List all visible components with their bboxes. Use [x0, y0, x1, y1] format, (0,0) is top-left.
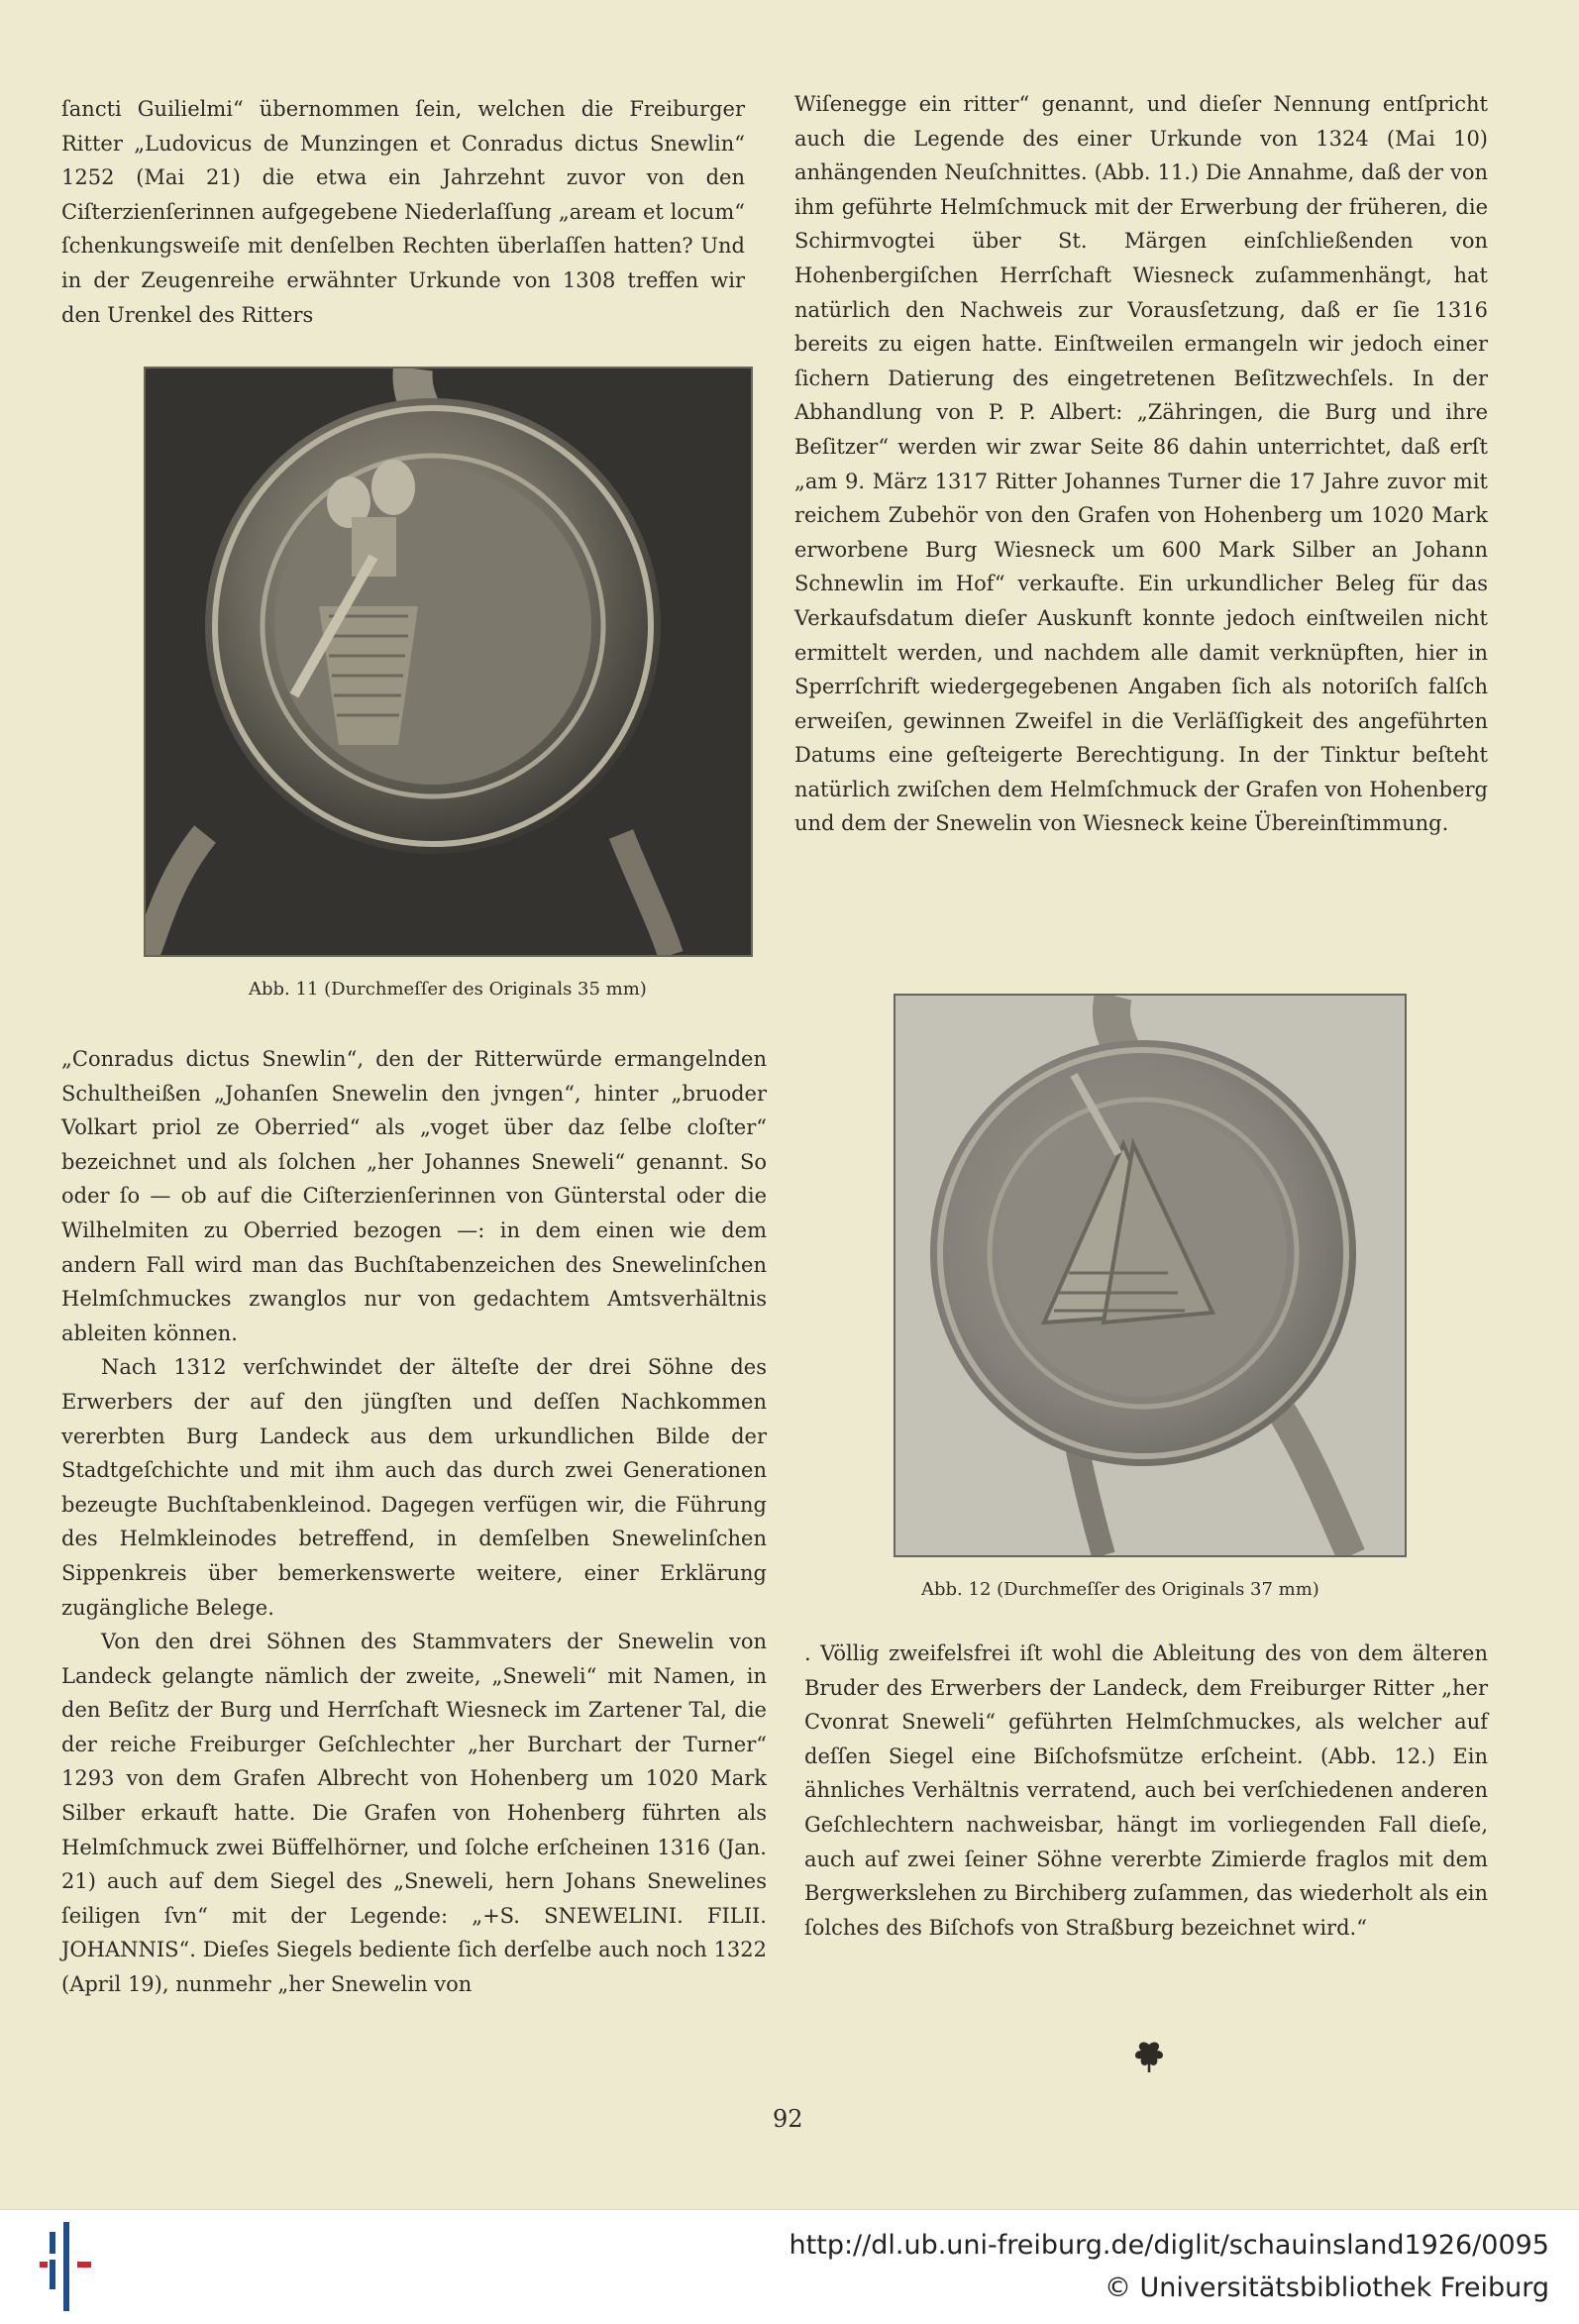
paragraph: ſancti Guilielmi“ übernommen ſein, welchen die Freiburger Ritter „Ludovicus de Munzingen et Conradus dictus Snewlin“ 1252 (Mai 21) die etwa ein Jahrzehnt zuvor von den Ciſterzienſerinnen aufgegebene Niederlaſſung „aream et locum“ ſchenkungsweiſe mit denſelben Rechten überlaſſen hatten? Und in der Zeugenreihe erwähnter Urkunde von 1308 treffen wir den Urenkel des Ritters — [61, 97, 745, 327]
viewer-footer — [0, 2209, 1579, 2324]
paragraph: Nach 1312 verſchwindet der älteſte der drei Söhne des Erwerbers der auf den jüngſten und deſſen Nachkommen vererbten Burg Landeck aus dem urkundlichen Bilde der Stadtgeſchichte und mit ihm auch das durch zwei Generationen bezeugte Buchſtabenkleinod. Dagegen verfügen wir, die Führung des Helmkleinodes betreffend, in demſelben Snewelinſchen Sippenkreis über bemerkenswerte weitere, einer Erklärung zugängliche Belege. — [61, 1355, 767, 1620]
seal-image-12 — [895, 996, 1405, 1555]
paragraph: Von den drei Söhnen des Stammvaters der Snewelin von Landeck gelangte nämlich der zweite, „Sneweli“ mit Namen, in den Beſitz der Burg und Herrſchaft Wiesneck im Zartener Tal, die der reiche Freiburger Geſchlechter „her Burchart der Turner“ 1293 von dem Grafen Albrecht von Hohenberg um 1020 Mark Silber erkauft hatte. Die Grafen von Hohenberg führten als Helmſchmuck zwei Büffelhörner, und ſolche erſcheinen 1316 (Jan. 21) auch auf dem Siegel des „Sneweli, hern Johans Snewelines ſeiligen ſvn“ mit der Legende: „+S. SNEWELINI. FILII. JOHANNIS“. Dieſes Siegels bediente ſich derſelbe auch noch 1322 (April 19), nunmehr „her Snewelin von — [61, 1630, 767, 1997]
paragraph: Wiſenegge ein ritter“ genannt, und dieſer Nennung entſpricht auch die Legende des einer Urkunde von 1324 (Mai 10) anhängenden Neuſchnittes. (Abb. 11.) Die Annahme, daß der von ihm geführte Helmſchmuck mit der Erwerbung der früheren, die Schirmvogtei über St. Märgen einſchließenden von Hohenbergiſchen Herrſchaft Wiesneck zuſammenhängt, hat natürlich den Nachweis zur Vorausſetzung, daß er ſie 1316 bereits zu eigen hatte. Einſtweilen ermangeln wir jedoch einer ſichern Datierung des eingetretenen Beſitzwechſels. In der Abhandlung von P. P. Albert: „Zähringen, die Burg und ihre Beſitzer“ werden wir zwar Seite 86 dahin unterrichtet, daß erſt „am 9. März 1317 Ritter Johannes Turner die 17 Jahre zuvor mit reichem Zubehör von den Grafen von Hohenberg um 1020 Mark erworbene Burg Wiesneck um 600 Mark Silber an Johann Schnewlin im Hof“ verkaufte. Ein urkundlicher Beleg für das Verkaufsdatum dieſer Auskunft konnte jedoch einſtweilen nicht ermittelt werden, und nachdem alle damit verknüpften, hier in Sperrſchrift wiedergegebenen Angaben ſich als notoriſch falſch erweiſen, gewinnen Zweifel in die Verläſſigkeit des angeführten Datums eine geſteigerte Berechtigung. In der Tinktur beſteht natürlich zwiſchen dem Helmſchmuck der Grafen von Hohenberg und dem der Snewelin von Wiesneck keine Übereinſtimmung. — [794, 92, 1488, 836]
paragraph: . Völlig zweifelsfrei iſt wohl die Ableitung des von dem älteren Bruder des Erwerbers der Landeck, dem Freiburger Ritter „her Cvonrat Sneweli“ geführten Helmſchmuckes, als welcher auf deſſen Siegel eine Biſchofsmütze erſcheint. (Abb. 12.) Ein ähnliches Verhältnis verratend, auch bei verſchiedenen anderen Geſchlechtern nachweisbar, hängt im vorliegenden Fall dieſe, auch auf zwei ſeiner Söhne vererbte Zimierde fraglos mit dem Bergwerkslehen zu Birchiberg zuſammen, das wiederholt als ein ſolches des Biſchofs von Straßburg bezeichnet wird.“ — [804, 1641, 1488, 1940]
text-column-right-top — [794, 87, 1488, 841]
seal-photo-abb-12 — [894, 994, 1407, 1557]
footer-url-link[interactable]: http://dl.ub.uni-freiburg.de/diglit/schauinsland1926/0095 — [789, 2230, 1549, 2261]
text-column-left-bottom — [61, 1042, 767, 2002]
text-column-left-top — [61, 92, 745, 332]
footer-copyright: © Universitätsbibliothek Freiburg — [1104, 2272, 1549, 2303]
text-column-right-bottom — [804, 1637, 1488, 1945]
page-number: 92 — [773, 2105, 803, 2133]
figure-caption-12: Abb. 12 (Durchmeſſer des Originals 37 mm) — [921, 1579, 1319, 1600]
figure-caption-11: Abb. 11 (Durchmeſſer des Originals 35 mm) — [249, 979, 647, 1000]
seal-photo-abb-11 — [144, 367, 753, 957]
seal-image-11 — [146, 369, 751, 955]
paragraph: „Conradus dictus Snewlin“, den der Ritterwürde ermangelnden Schultheißen „Johanſen Snewelin den jvngen“, hinter „bruoder Volkart priol ze Oberried“ als „voget über daz ſelbe cloſter“ bezeichnet und als ſolchen „her Johannes Sneweli“ genannt. So oder ſo — ob auf die Ciſterzienſerinnen von Günterstal oder die Wilhelmiten zu Oberried bezogen —: in dem einen wie dem andern Fall wird man das Buchſtabenzeichen des Snewelinſchen Helmſchmuckes zwanglos nur von gedachtem Amtsverhältnis ableiten können. — [61, 1047, 767, 1345]
fleuron-ornament-icon — [1129, 2039, 1169, 2074]
library-logo-icon — [40, 2222, 99, 2311]
